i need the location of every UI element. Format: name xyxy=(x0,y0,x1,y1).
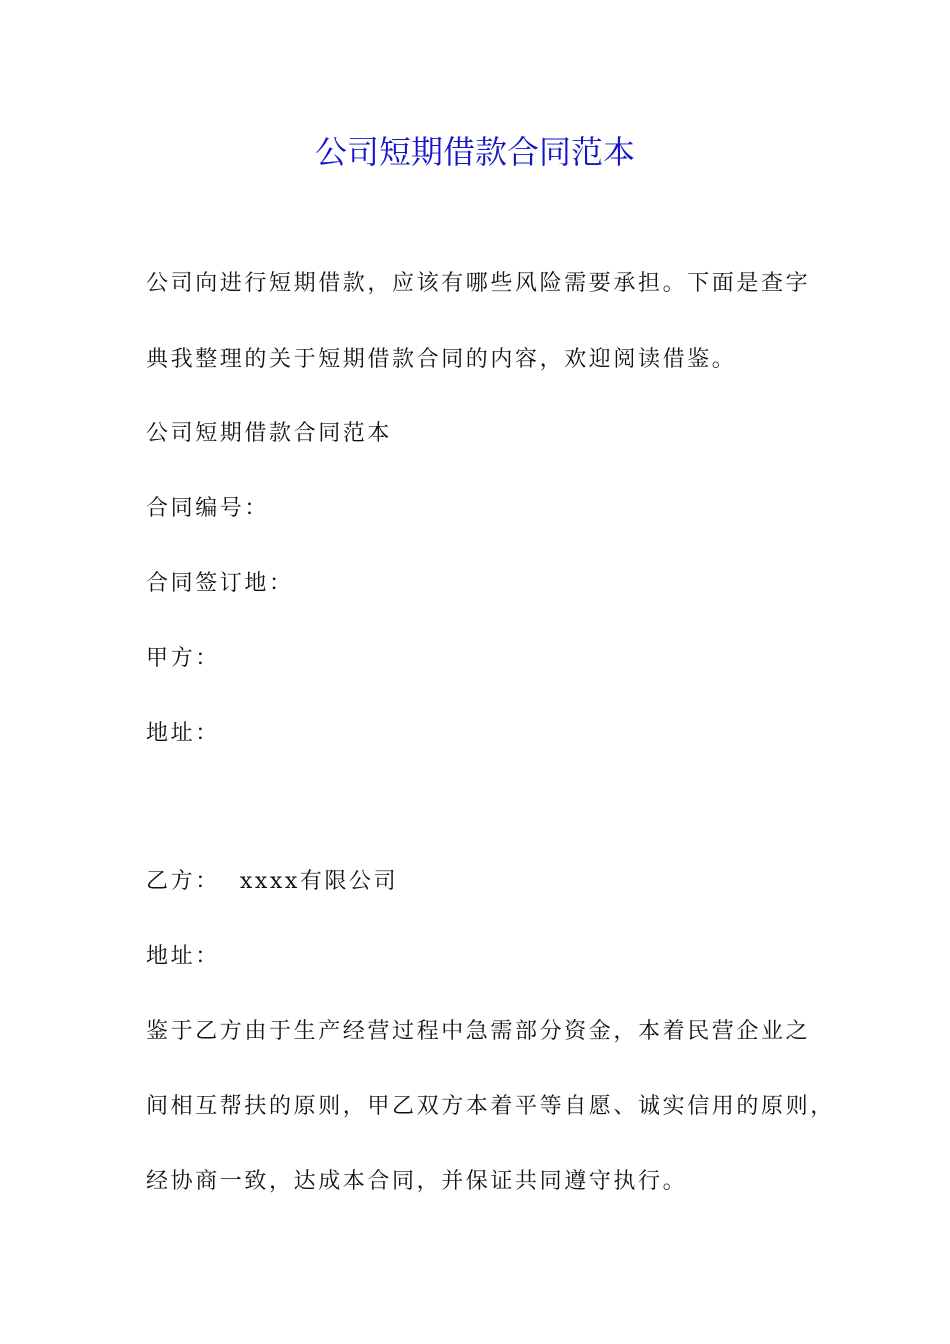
contract-number-label: 合同编号： xyxy=(146,496,270,521)
sign-place-label: 合同签订地： xyxy=(146,571,294,596)
party-b-line xyxy=(146,866,846,898)
intro-line-1: 公司向进行短期借款，应该有哪些风险需要承担。下面是查字 xyxy=(146,271,811,296)
party-b-address-label: 地址： xyxy=(146,944,220,969)
contract-subtitle: 公司短期借款合同范本 xyxy=(146,421,393,446)
party-b-label: 乙方： xyxy=(146,869,220,894)
party-b-name: xxxx有限公司 xyxy=(239,869,399,894)
document-title: 公司短期借款合同范本 xyxy=(314,133,635,171)
body-line-2: 间相互帮扶的原则，甲乙双方本着平等自愿、诚实信用的原则， xyxy=(146,1094,835,1119)
party-a-label: 甲方： xyxy=(146,646,220,671)
body-line-1: 鉴于乙方由于生产经营过程中急需部分资金，本着民营企业之 xyxy=(146,1019,811,1044)
party-a-address-label: 地址： xyxy=(146,721,220,746)
body-line-3: 经协商一致，达成本合同，并保证共同遵守执行。 xyxy=(146,1169,688,1194)
intro-line-2: 典我整理的关于短期借款合同的内容，欢迎阅读借鉴。 xyxy=(146,347,737,372)
